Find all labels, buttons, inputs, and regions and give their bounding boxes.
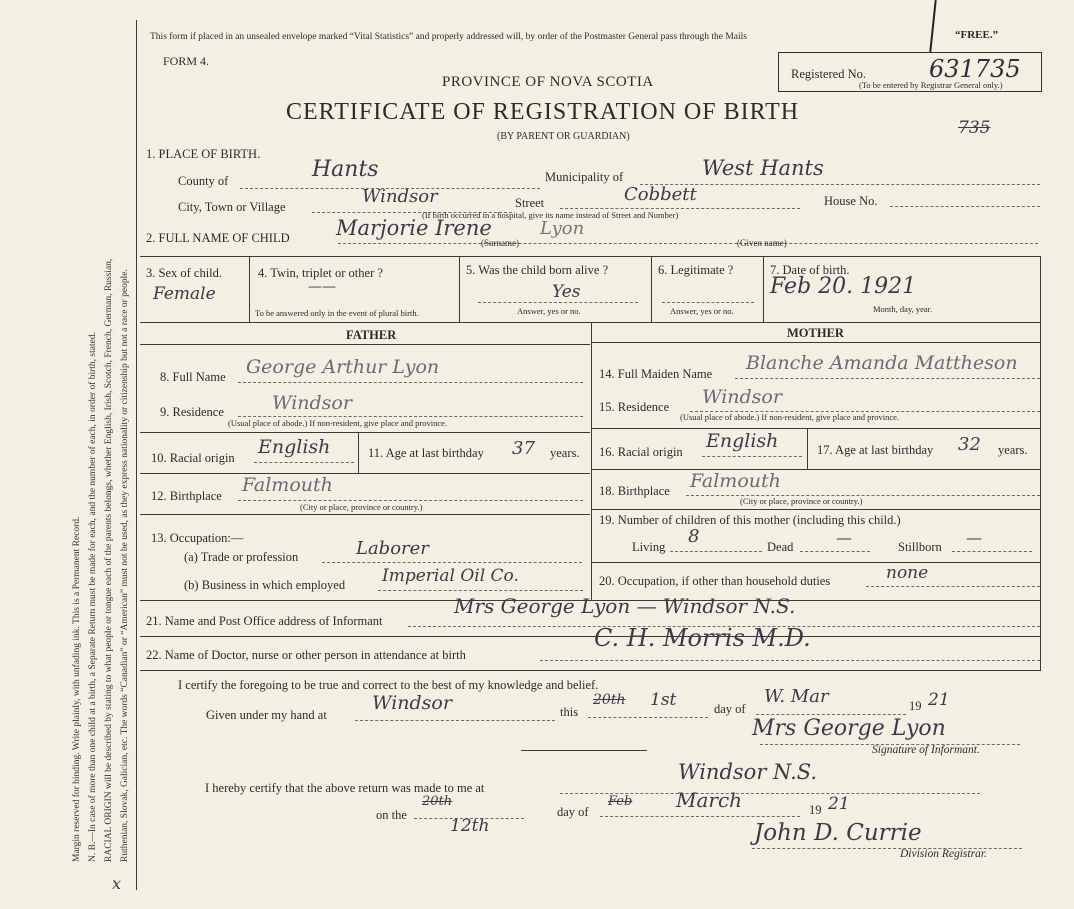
child-given-value: Marjorie Irene	[336, 216, 492, 240]
father-business-value: Imperial Oil Co.	[382, 566, 519, 586]
mother-age-label: 17. Age at last birthday	[817, 443, 934, 457]
reg-day-struck: 20th	[422, 794, 453, 809]
reg-month-value: March	[676, 788, 743, 812]
father-trade-label: (a) Trade or profession	[184, 550, 299, 564]
signature-of-informant-label: Signature of Informant.	[872, 744, 980, 756]
certify-text: I certify the foregoing to be true and correct to the best of my knowledge and belief.	[178, 678, 599, 692]
mother-dead-value: —	[836, 528, 852, 547]
mother-birthplace-note: (City or place, province or country.)	[740, 496, 863, 506]
father-age-label: 11. Age at last birthday	[368, 446, 484, 460]
mother-stillborn-label: Stillborn	[898, 540, 942, 554]
margin-mark: x	[112, 874, 122, 893]
mother-living-value: 8	[688, 526, 700, 547]
reg-year-value: 21	[828, 794, 850, 814]
mother-occupation-value: none	[886, 563, 929, 583]
mother-heading: MOTHER	[787, 326, 844, 340]
given-day-value: 1st	[650, 690, 677, 710]
free-label: “FREE.”	[955, 29, 999, 41]
mother-birthplace-label: 18. Birthplace	[599, 484, 670, 498]
reg-month-struck: Feb	[608, 794, 633, 809]
twin-note: To be answered only in the event of plural birth.	[255, 308, 419, 318]
mother-name-value: Blanche Amanda Mattheson	[746, 352, 1018, 374]
father-years-label: years.	[550, 446, 580, 460]
reg-year-prefix: 19	[809, 803, 822, 817]
dob-note: Month, day, year.	[873, 304, 933, 314]
municipality-label: Municipality of	[545, 170, 624, 184]
father-business-label: (b) Business in which employed	[184, 578, 346, 592]
reg-day-value: 12th	[450, 816, 490, 836]
mother-racial-label: 16. Racial origin	[599, 445, 683, 459]
father-age-value: 37	[512, 438, 535, 459]
side-number: 735	[958, 118, 991, 138]
mother-occupation-label: 20. Occupation, if other than household duties	[599, 574, 831, 588]
child-surname-value: Lyon	[540, 218, 585, 239]
father-occupation-label: 13. Occupation:—	[151, 531, 244, 545]
father-racial-value: English	[258, 436, 331, 458]
registrar-place-value: Windsor N.S.	[678, 760, 818, 784]
mother-years-label: years.	[998, 443, 1028, 457]
margin-note-1: Margin reserved for binding. Write plainly, with unfading ink. This is a Permanent Record.	[72, 516, 82, 862]
margin-rule	[136, 20, 137, 890]
municipality-value: West Hants	[702, 156, 824, 180]
father-trade-value: Laborer	[356, 538, 429, 559]
reg-day-of-label: day of	[557, 805, 589, 819]
street-label: Street	[515, 196, 545, 210]
certificate-title: CERTIFICATE OF REGISTRATION OF BIRTH	[286, 99, 800, 125]
father-residence-note: (Usual place of abode.) If non-resident, give place and province.	[228, 418, 448, 428]
father-name-label: 8. Full Name	[160, 370, 226, 384]
doctor-value: C. H. Morris M.D.	[594, 624, 811, 652]
mother-dead-label: Dead	[767, 540, 794, 554]
father-birthplace-label: 12. Birthplace	[151, 489, 222, 503]
divider-rule	[521, 750, 647, 751]
certificate-subtitle: (BY PARENT OR GUARDIAN)	[497, 131, 630, 142]
twin-label: 4. Twin, triplet or other ?	[258, 266, 383, 280]
margin-note-2: N. B.—In case of more than one child at a birth, a Separate Return must be made for each, and the number of each, in order of birth, stated.	[88, 332, 98, 862]
given-place-value: Windsor	[372, 692, 452, 714]
given-day-of-label: day of	[714, 702, 746, 716]
pen-stroke	[929, 0, 936, 52]
father-birthplace-note: (City or place, province or country.)	[300, 502, 423, 512]
mother-stillborn-value: —	[966, 528, 982, 547]
father-residence-value: Windsor	[272, 392, 352, 414]
mother-living-label: Living	[632, 540, 666, 554]
alive-value: Yes	[552, 282, 581, 302]
registered-number-box	[778, 52, 1042, 92]
twin-value: ——	[308, 279, 336, 295]
mother-birthplace-value: Falmouth	[690, 470, 781, 492]
mother-racial-value: English	[706, 430, 779, 452]
place-of-birth-label: 1. PLACE OF BIRTH.	[146, 147, 261, 161]
postal-notice: This form if placed in an unsealed envelope marked “Vital Statistics” and properly addressed will, by order of the Postmaster General pass through the Mails	[150, 32, 747, 42]
registered-no-value: 631735	[929, 55, 1021, 83]
informant-signature: Mrs George Lyon	[752, 716, 946, 741]
given-name-note: (Given name)	[737, 238, 787, 248]
mother-residence-value: Windsor	[702, 386, 782, 408]
county-label: County of	[178, 174, 229, 188]
given-year-value: 21	[928, 690, 950, 710]
dob-label: 7. Date of birth.	[770, 263, 850, 277]
registrar-general-note: (To be entered by Registrar General only.)	[859, 80, 1003, 90]
informant-value: Mrs George Lyon — Windsor N.S.	[454, 594, 796, 618]
house-no-label: House No.	[824, 194, 878, 208]
given-day-struck: 20th	[593, 692, 626, 708]
mother-name-label: 14. Full Maiden Name	[599, 367, 713, 381]
sex-value: Female	[153, 284, 216, 304]
form-number: FORM 4.	[163, 54, 210, 68]
father-birthplace-value: Falmouth	[242, 474, 333, 496]
child-name-label: 2. FULL NAME OF CHILD	[146, 231, 290, 245]
on-the-label: on the	[376, 808, 407, 822]
father-heading: FATHER	[346, 328, 397, 342]
registered-no-label: Registered No.	[791, 67, 866, 81]
city-value: Windsor	[362, 186, 438, 207]
division-registrar-label: Division Registrar.	[900, 848, 987, 860]
given-under-label: Given under my hand at	[206, 708, 327, 722]
legitimate-note: Answer, yes or no.	[670, 306, 734, 316]
given-this-label: this	[560, 705, 579, 719]
province-heading: PROVINCE OF NOVA SCOTIA	[442, 74, 654, 90]
binding-margin	[0, 0, 135, 909]
hospital-note: (If birth occurred in a hospital, give its name instead of Street and Number)	[422, 210, 679, 220]
informant-label: 21. Name and Post Office address of Informant	[146, 614, 383, 628]
city-label: City, Town or Village	[178, 200, 286, 214]
mother-age-value: 32	[958, 434, 981, 455]
alive-note: Answer, yes or no.	[517, 306, 581, 316]
alive-label: 5. Was the child born alive ?	[466, 263, 609, 277]
father-racial-label: 10. Racial origin	[151, 451, 235, 465]
father-name-value: George Arthur Lyon	[246, 356, 440, 378]
mother-residence-label: 15. Residence	[599, 400, 670, 414]
given-month-value: W. Mar	[764, 686, 829, 707]
sex-label: 3. Sex of child.	[146, 266, 223, 280]
street-value: Cobbett	[624, 184, 697, 205]
registrar-signature: John D. Currie	[754, 820, 922, 846]
county-value: Hants	[312, 157, 379, 182]
mother-residence-note: (Usual place of abode.) If non-resident, give place and province.	[680, 412, 900, 422]
given-year-prefix: 19	[909, 699, 922, 713]
margin-note-4: Ruthenian, Slovak, Galician, etc. The words “Canadian” or “American” must not be used, as they express nationality or citizenship but not a race or people.	[120, 269, 130, 862]
mother-children-label: 19. Number of children of this mother (including this child.)	[599, 513, 901, 527]
dob-value: Feb 20. 1921	[770, 274, 917, 299]
registrar-text: I hereby certify that the above return was made to me at	[205, 781, 485, 795]
legitimate-label: 6. Legitimate ?	[658, 263, 734, 277]
doctor-label: 22. Name of Doctor, nurse or other person in attendance at birth	[146, 648, 466, 662]
surname-note: (Surname)	[481, 238, 519, 248]
margin-note-3: RACIAL ORIGIN will be described by stating to what people or tongue each of the parents belongs, whether English, Irish, Scotch, French, German, Russian,	[104, 258, 114, 862]
father-residence-label: 9. Residence	[160, 405, 224, 419]
